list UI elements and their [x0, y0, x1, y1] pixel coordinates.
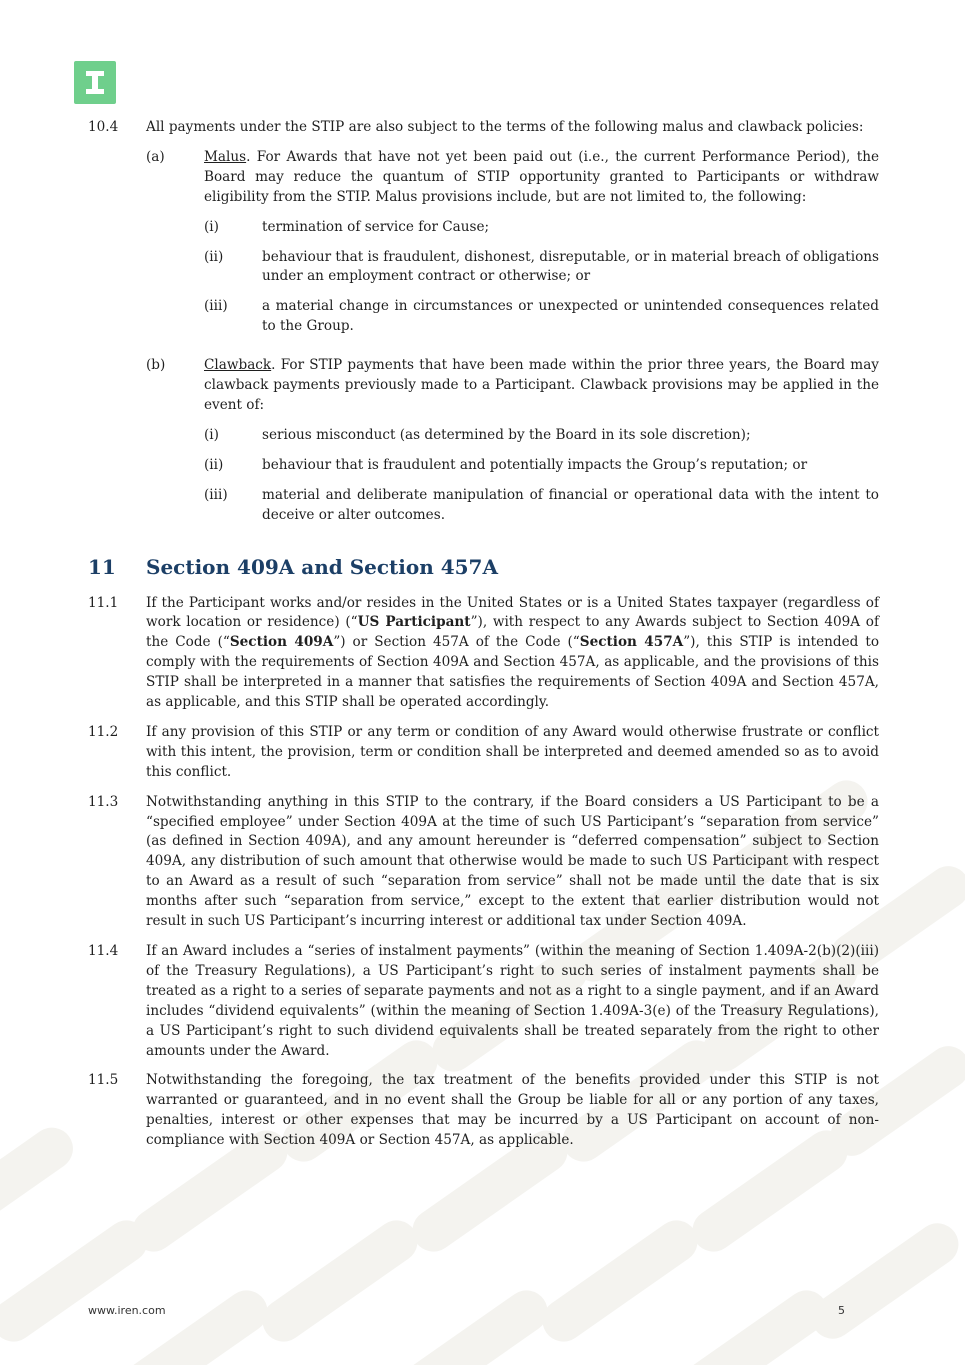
subclause-text [204, 356, 879, 416]
list-item-text: serious misconduct (as determined by the Board in its sole discretion); [262, 426, 751, 443]
clause-number: 11.2 [88, 723, 119, 740]
list-item [204, 456, 879, 476]
subclause-a [146, 148, 879, 208]
clause-number: 11.3 [88, 793, 119, 810]
defined-term: US Participant [357, 614, 471, 631]
section-title: Section 409A and Section 457A [146, 554, 498, 579]
clause-number: 11.1 [88, 594, 119, 611]
defined-term: Section 457A [579, 634, 684, 651]
list-item-text: behaviour that is fraudulent and potentially impacts the Group’s reputation; or [262, 456, 808, 473]
clause-11-1 [88, 594, 879, 713]
clause-11-4 [88, 942, 879, 1061]
clause-number: 11.4 [88, 943, 119, 959]
malus-description: . For Awards that have not yet been paid out (i.e., the current Performance Period), the Board may reduce the quantum of STIP opportunity granted to Participants or withdraw eligibility from the STIP. Malus provisions include, but are not limited to, the following: [204, 148, 879, 205]
list-item-text: material and deliberate manipulation of financial or operational data with the intent to deceive or alter outcomes. [262, 486, 879, 523]
clause-text-part: ”), with respect to any Awards subject to Section 409A of the Code (“ [146, 614, 880, 651]
list-item [204, 426, 879, 446]
section-heading [88, 554, 879, 580]
clause-text: Notwithstanding anything in this STIP to the contrary, if the Board considers a US Participant to be a “specified employee” under Section 409A at the time of such US Participant’s “separation from service” (as defined in Section 409A), and any amount hereunder is “deferred compensation” subject to Section 409A, any distribution of such amount that otherwise would be made to such US Participant with respect to an Award as a result of such “separation from service” shall not be made until the date that is six months after such “separation from service,” except to the extent that earlier distribution would not result in such US Participant’s incurring interest or additional tax under Section 409A. [146, 793, 879, 930]
clause-text: If an Award includes a “series of instalment payments” (within the meaning of Section 1.409A-2(b)(2)(iii) of the Treasury Regulations), a US Participant’s right to such series of instalment payments shall be treated as a right to a series of separate payments and not as a right to a single payment, and if an Award includes “dividend equivalents” (within the meaning of Section 1.409A-3(e) of the Treasury Regulations), a US Participant’s right to such dividend equivalents shall be treated separately from the right to other amounts under the Award. [146, 943, 879, 1059]
clause-text: Notwithstanding the foregoing, the tax treatment of the benefits provided under this STIP is not warranted or guaranteed, and in no event shall the Group be liable for all or any portion of any taxes, penalties, interest or other expenses that may be incurred by a US Participant on account of non-compliance with Section 409A or Section 457A, as applicable. [146, 1072, 879, 1149]
list-item [204, 297, 879, 337]
subclause-label: (a) [146, 148, 165, 165]
clause-text: If any provision of this STIP or any term or condition of any Award would otherwise frustrate or conflict with this intent, the provision, term or condition shall be interpreted and deemed amended so as to avoid this conflict. [146, 723, 879, 780]
list-item-label: (ii) [204, 248, 224, 265]
subclause-b [146, 356, 879, 416]
clause-text-part: ”), this STIP is intended to comply with the requirements of Section 409A and Section 457A, as applicable, and the provisions of this STIP shall be interpreted in a manner that satisfies the requirements of Section 409A and Section 457A, as applicable, and this STIP shall be operated accordingly. [146, 634, 879, 711]
clause-11-5 [88, 1071, 879, 1151]
list-item-label: (iii) [204, 486, 228, 503]
clawback-term: Clawback [204, 357, 272, 374]
clause-text: All payments under the STIP are also subject to the terms of the following malus and clawback policies: [146, 119, 864, 135]
logo-i-glyph-bottom [86, 89, 104, 94]
clause-11-3 [88, 793, 879, 932]
footer-website-link[interactable]: www.iren.com [88, 1304, 166, 1317]
subclause-label: (b) [146, 357, 166, 374]
list-item-label: (i) [204, 218, 219, 235]
list-item-label: (iii) [204, 298, 228, 315]
clause-11-2 [88, 723, 879, 783]
defined-term: Section 409A [229, 634, 334, 651]
list-item-label: (i) [204, 426, 219, 443]
clause-10-4 [88, 118, 879, 138]
list-item [204, 248, 879, 288]
clause-number: 10.4 [88, 119, 119, 135]
clause-number: 11.5 [88, 1072, 119, 1089]
document-body [88, 118, 879, 1151]
list-item [204, 218, 879, 238]
subclause-text [204, 148, 879, 208]
company-logo [74, 61, 116, 104]
clawback-description: . For STIP payments that have been made within the prior three years, the Board may clawback payments previously made to a Participant. Clawback provisions may be applied in the event of: [204, 357, 879, 413]
clause-text-part: ”) or Section 457A of the Code (“ [333, 634, 580, 651]
list-item-text: behaviour that is fraudulent, dishonest, disreputable, or in material breach of obligations under an employment contract or otherwise; or [262, 248, 879, 285]
list-item-text: termination of service for Cause; [262, 218, 490, 235]
clause-text-part: If the Participant works and/or resides in the United States or is a United States taxpayer (regardless of work location or residence) (“ [146, 594, 879, 631]
list-item [204, 486, 879, 526]
clause-text [146, 594, 879, 713]
list-item-label: (ii) [204, 456, 224, 473]
list-item-text: a material change in circumstances or unexpected or unintended consequences related to the Group. [262, 298, 879, 335]
page-number: 5 [838, 1304, 845, 1317]
section-number: 11 [88, 554, 116, 579]
malus-term: Malus [204, 148, 247, 165]
